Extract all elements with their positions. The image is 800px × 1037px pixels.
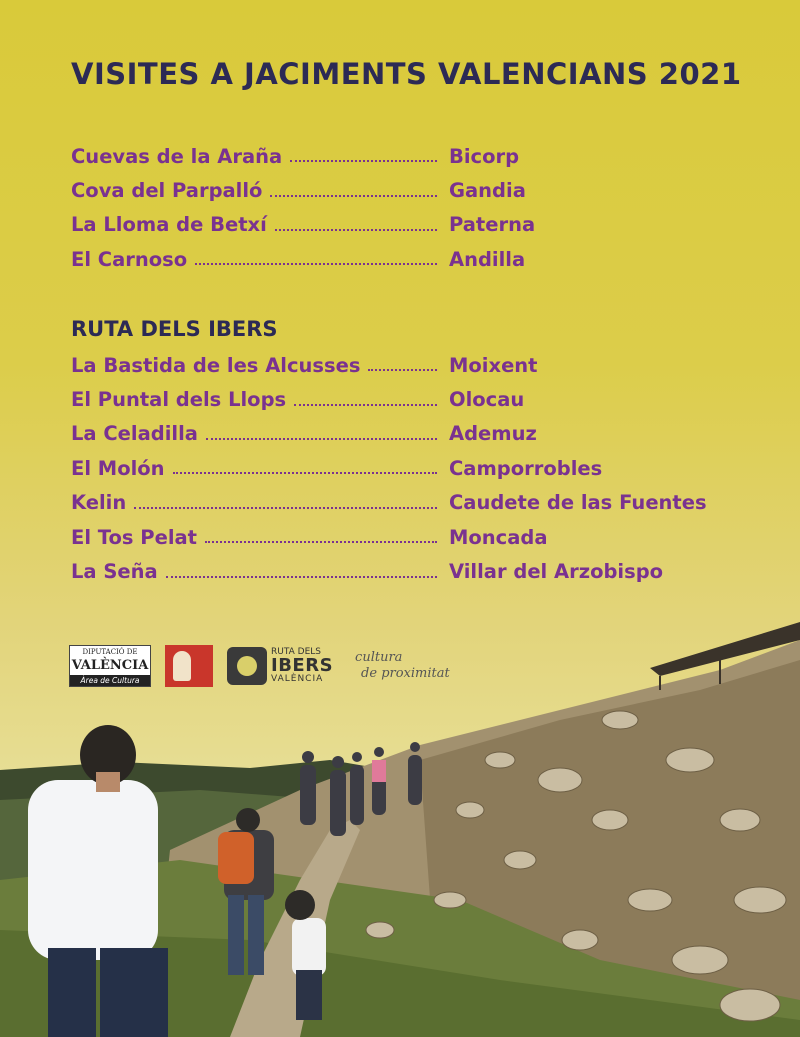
site-name: El Tos Pelat — [71, 525, 197, 549]
list-item — [71, 208, 731, 242]
list-item — [71, 242, 731, 276]
site-name: Cuevas de la Araña — [71, 144, 283, 168]
site-place: Olocau — [449, 388, 525, 412]
site-name: Cova del Parpalló — [71, 179, 263, 203]
dot-leader — [195, 263, 437, 265]
dot-leader — [205, 541, 437, 543]
list-item — [71, 348, 731, 382]
site-place: Caudete de las Fuentes — [449, 491, 707, 515]
dot-leader — [368, 369, 437, 371]
dot-leader — [206, 438, 437, 440]
dot-leader — [270, 195, 437, 197]
diputacio-logo — [69, 645, 151, 687]
dot-leader — [275, 229, 437, 231]
figure-icon — [173, 651, 191, 681]
site-place: Andilla — [449, 247, 526, 271]
ruta-logo-line2: IBERS — [271, 655, 334, 676]
dot-leader — [290, 160, 437, 162]
site-place: Villar del Arzobispo — [449, 560, 664, 584]
list-item — [71, 139, 731, 173]
site-name: La Lloma de Betxí — [71, 213, 267, 237]
list-item — [71, 520, 731, 554]
site-name: La Celadilla — [71, 422, 198, 446]
list-item — [71, 382, 731, 416]
site-name: El Puntal dels Llops — [71, 388, 287, 412]
site-place: Camporrobles — [449, 456, 603, 480]
dot-leader — [173, 472, 437, 474]
ruta-sites-list — [71, 348, 731, 589]
site-place: Moixent — [449, 353, 538, 377]
cultura-proximitat-logo — [355, 650, 450, 682]
ibers-mark-icon — [227, 647, 267, 685]
dot-leader — [294, 404, 437, 406]
site-place: Gandia — [449, 179, 526, 203]
diputacio-logo-line3: Àrea de Cultura — [70, 675, 150, 686]
site-place: Moncada — [449, 525, 548, 549]
dot-leader — [166, 576, 437, 578]
museu-prehistoria-logo — [165, 645, 213, 687]
site-name: La Seña — [71, 560, 158, 584]
ruta-ibers-logo — [227, 647, 333, 685]
ruta-logo-line3: VALÈNCIA — [271, 674, 324, 684]
sites-list — [71, 139, 731, 277]
site-name: El Carnoso — [71, 247, 188, 271]
site-place: Bicorp — [449, 144, 520, 168]
site-name: Kelin — [71, 491, 127, 515]
list-item — [71, 417, 731, 451]
cultura-logo-line2: de proximitat — [361, 666, 450, 681]
cultura-logo-line1: cultura — [355, 650, 403, 665]
site-place: Ademuz — [449, 422, 537, 446]
site-place: Paterna — [449, 213, 536, 237]
section-title-ruta: RUTA DELS IBERS — [71, 317, 278, 341]
dot-leader — [134, 507, 437, 509]
page-title: VISITES A JACIMENTS VALENCIANS 2021 — [71, 57, 742, 91]
list-item — [71, 173, 731, 207]
site-name: La Bastida de les Alcusses — [71, 353, 361, 377]
list-item — [71, 486, 731, 520]
site-name: El Molón — [71, 456, 165, 480]
list-item — [71, 451, 731, 485]
diputacio-logo-line2: VALÈNCIA — [71, 658, 149, 673]
ruta-logo-line1: RUTA DELS — [271, 647, 322, 657]
sponsor-logos — [69, 644, 450, 688]
list-item — [71, 554, 731, 588]
diputacio-logo-line1: DIPUTACIÓ DE — [82, 648, 138, 656]
